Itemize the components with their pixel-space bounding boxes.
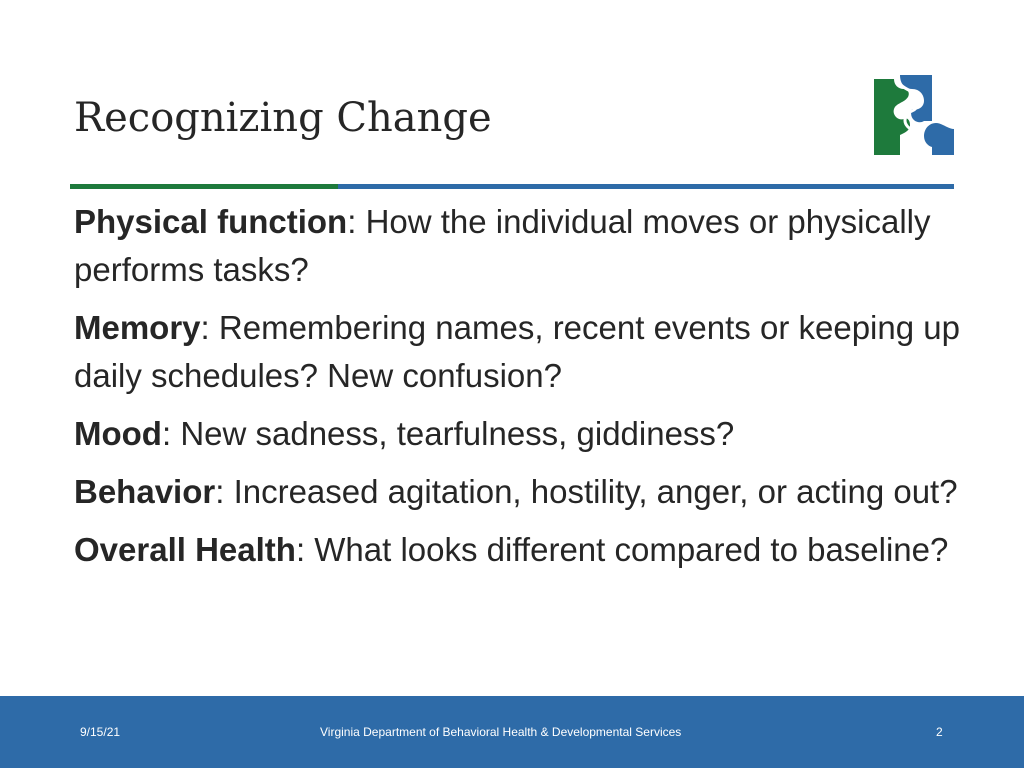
puzzle-logo-icon (874, 75, 954, 155)
item-term: Mood (74, 415, 162, 452)
item-separator: : (200, 309, 219, 346)
item-text: What looks different compared to baseline? (314, 531, 949, 568)
item-term: Behavior (74, 473, 216, 510)
item-term: Memory (74, 309, 201, 346)
item-term: Overall Health (74, 531, 296, 568)
item-text: Remembering names, recent events or keeping up daily schedules? New confusion? (74, 309, 960, 394)
item-separator: : (215, 473, 234, 510)
slide-title: Recognizing Change (74, 95, 492, 141)
footer-page-number: 2 (936, 725, 943, 739)
footer-date: 9/15/21 (80, 725, 121, 739)
divider-green-segment (70, 184, 338, 189)
bullet-list (74, 198, 974, 584)
item-separator: : (161, 415, 181, 452)
list-item-memory (74, 304, 974, 400)
divider-blue-segment (338, 184, 954, 189)
item-text: How the individual moves or physically performs tasks? (74, 203, 931, 288)
list-item-physical-function (74, 198, 974, 294)
slide-footer (0, 696, 1024, 768)
item-separator: : (347, 203, 366, 240)
item-text: New sadness, tearfulness, giddiness? (180, 415, 735, 452)
item-term: Physical function (74, 203, 348, 240)
item-separator: : (295, 531, 315, 568)
title-divider (70, 184, 954, 189)
footer-organization: Virginia Department of Behavioral Health & Developmental Services (320, 725, 682, 739)
item-text: Increased agitation, hostility, anger, or acting out? (233, 473, 958, 510)
list-item-behavior (74, 468, 974, 516)
list-item-mood (74, 410, 974, 458)
list-item-overall-health (74, 526, 974, 574)
